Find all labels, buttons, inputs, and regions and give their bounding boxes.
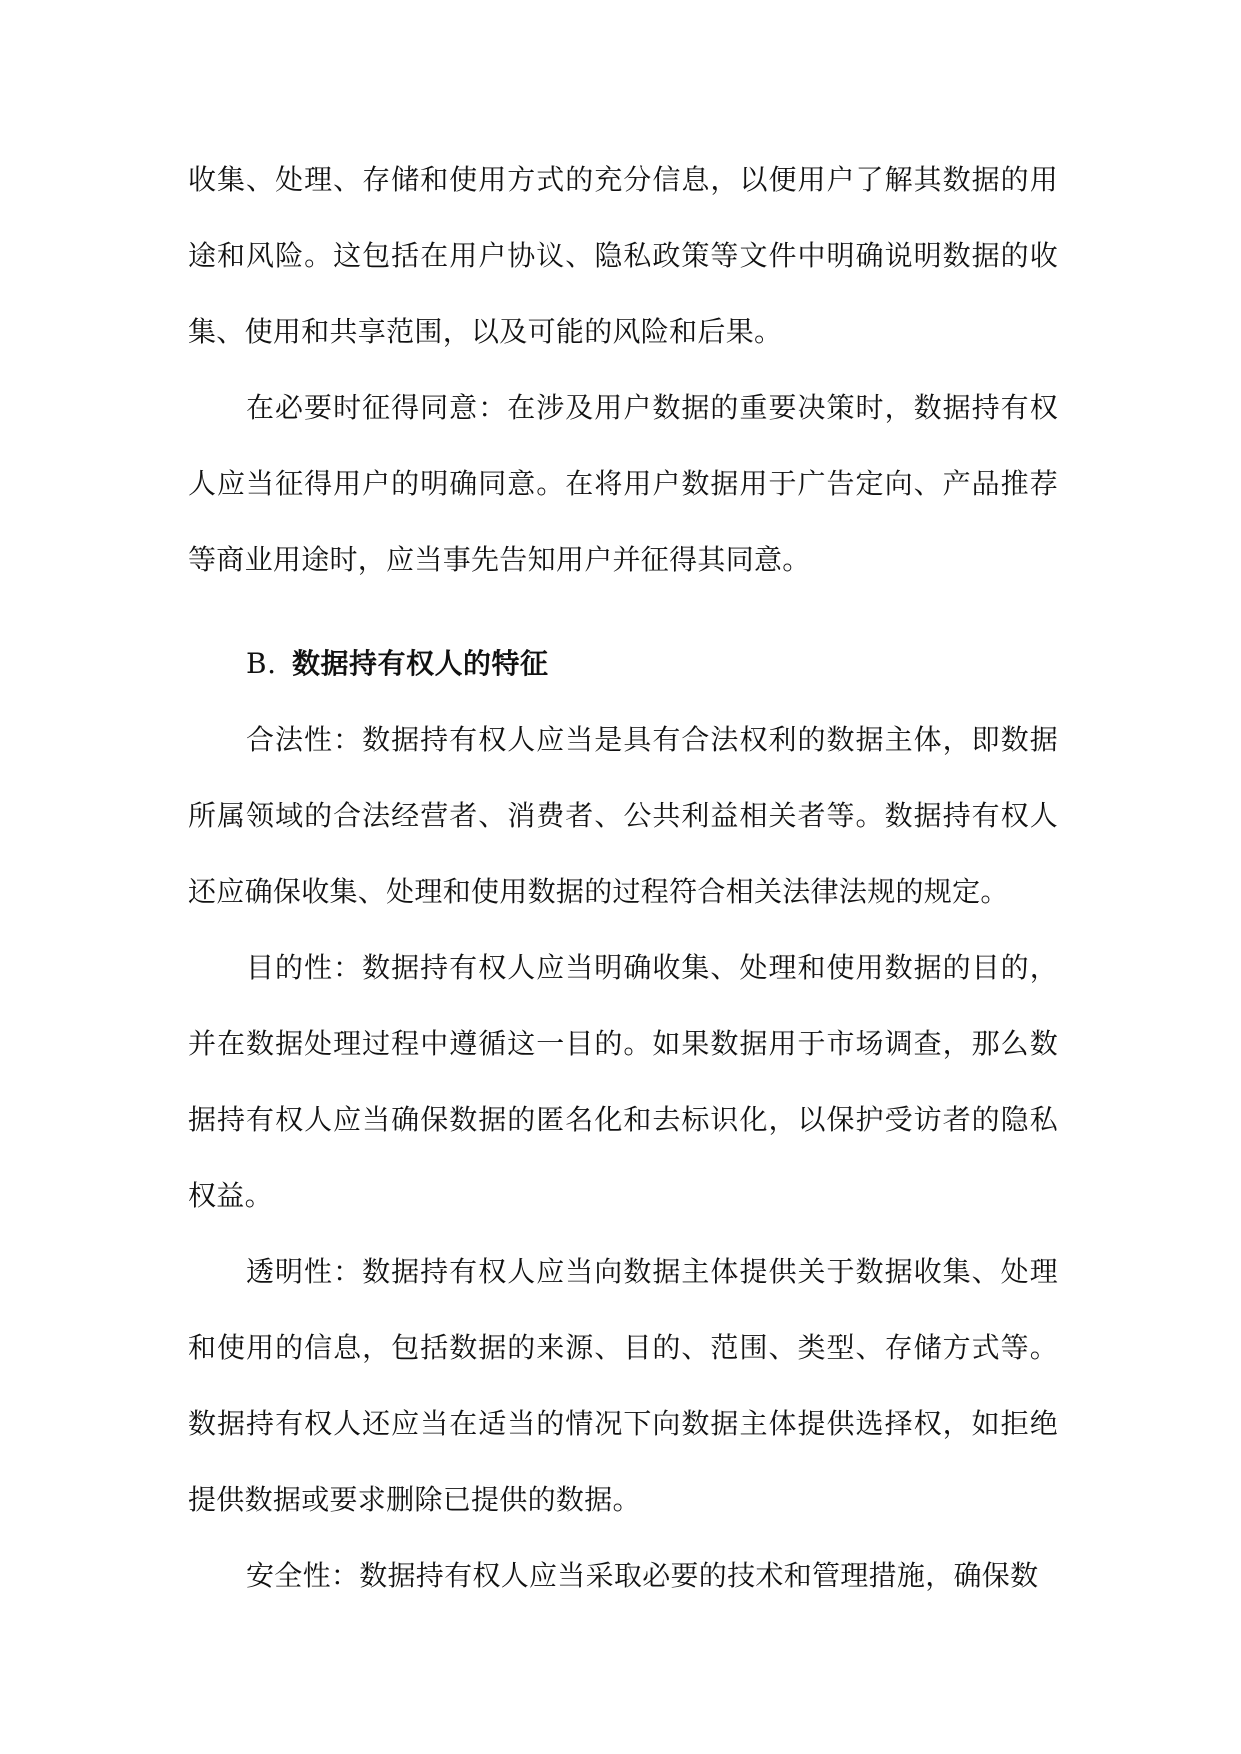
paragraph-consent: 在必要时征得同意：在涉及用户数据的重要决策时，数据持有权人应当征得用户的明确同意。在将用户数据用于广告定向、产品推荐等商业用途时，应当事先告知用户并征得其同意。 bbox=[188, 391, 1058, 576]
section-title: 数据持有权人的特征 bbox=[292, 647, 549, 680]
paragraph-legality: 合法性：数据持有权人应当是具有合法权利的数据主体，即数据所属领域的合法经营者、消费者、公共利益相关者等。数据持有权人还应确保收集、处理和使用数据的过程符合相关法律法规的规定。 bbox=[188, 723, 1058, 908]
paragraph-transparency: 透明性：数据持有权人应当向数据主体提供关于数据收集、处理和使用的信息，包括数据的来源、目的、范围、类型、存储方式等。数据持有权人还应当在适当的情况下向数据主体提供选择权，如拒绝提供数据或要求删除已提供的数据。 bbox=[188, 1255, 1058, 1516]
section-number: B. bbox=[246, 647, 277, 680]
paragraph-security: 安全性：数据持有权人应当采取必要的技术和管理措施，确保数 bbox=[246, 1559, 1039, 1592]
paragraph-continued: 收集、处理、存储和使用方式的充分信息，以便用户了解其数据的用途和风险。这包括在用户协议、隐私政策等文件中明确说明数据的收集、使用和共享范围，以及可能的风险和后果。 bbox=[188, 163, 1058, 348]
paragraph-purpose: 目的性：数据持有权人应当明确收集、处理和使用数据的目的，并在数据处理过程中遵循这一目的。如果数据用于市场调查，那么数据持有权人应当确保数据的匿名化和去标识化，以保护受访者的隐私权益。 bbox=[188, 951, 1058, 1212]
page-content bbox=[188, 142, 1058, 1614]
section-heading bbox=[188, 626, 1058, 702]
